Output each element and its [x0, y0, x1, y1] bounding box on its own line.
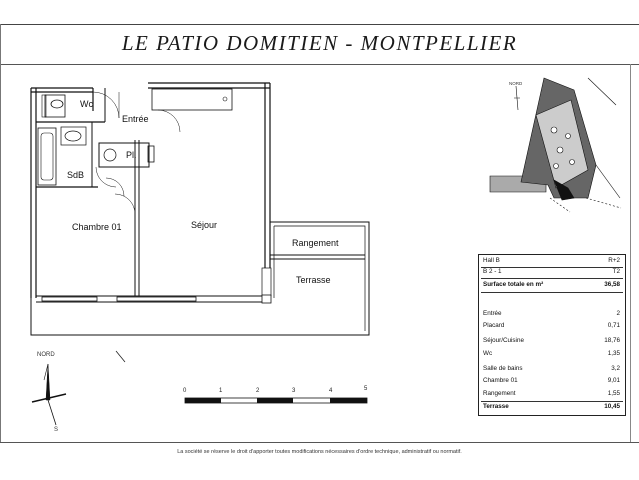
site-plan-map — [476, 70, 626, 220]
room-label-rangement: Rangement — [292, 238, 339, 248]
scale-tick-5: 5 — [364, 386, 368, 392]
scale-tick-2: 2 — [256, 388, 260, 394]
row-value: 1,55 — [607, 390, 620, 397]
room-label-sdb: SdB — [67, 170, 85, 180]
row-value: 0,71 — [607, 322, 620, 329]
scale-bar — [180, 396, 380, 406]
table-row — [481, 309, 623, 320]
table-row — [481, 336, 623, 347]
surface-value: 36,58 — [604, 281, 620, 288]
table-divider — [481, 278, 623, 279]
table-row — [481, 376, 623, 387]
row-value: 18,76 — [604, 337, 620, 344]
scale-tick-3: 3 — [292, 388, 296, 394]
table-row — [481, 321, 623, 332]
table-row — [481, 389, 623, 400]
row-label: Entrée — [483, 310, 502, 317]
scale-tick-1: 1 — [219, 388, 223, 394]
row-label: Wc — [483, 350, 493, 357]
hall-label: Hall B — [483, 257, 500, 264]
scale-tick-0: 0 — [183, 388, 187, 394]
room-label-entree: Entrée — [122, 114, 149, 124]
north-label: NORD — [37, 352, 55, 358]
lot-label: B 2 - 1 — [483, 268, 502, 275]
row-value: 1,35 — [607, 350, 620, 357]
north-arrow-icon — [28, 350, 78, 440]
terrasse-label: Terrasse — [483, 403, 509, 410]
row-value: 2 — [616, 310, 620, 317]
table-divider — [481, 292, 623, 293]
site-north-label: NORD — [509, 81, 523, 86]
pointer-mark-icon — [115, 350, 127, 364]
row-label: Séjour/Cuisine — [483, 337, 524, 344]
room-label-sejour: Séjour — [191, 220, 218, 230]
table-row-surface — [481, 280, 623, 291]
south-label: S — [54, 427, 59, 433]
terrasse-value: 10,45 — [604, 403, 620, 410]
room-label-wc: Wc — [80, 99, 93, 109]
row-value: 3,2 — [611, 365, 620, 372]
page-title: LE PATIO DOMITIEN - MONTPELLIER — [121, 31, 518, 55]
table-row-lot — [481, 267, 623, 278]
table-row — [481, 364, 623, 375]
row-label: Rangement — [483, 390, 516, 397]
room-label-placard: Pl. — [126, 150, 137, 160]
row-value: 9,01 — [607, 377, 620, 384]
footnote: La société se réserve le droit d'apporter toutes modifications nécessaires d'ordre technique, administratif ou normatif. — [177, 449, 462, 455]
row-label: Chambre 01 — [483, 377, 518, 384]
room-label-terrasse: Terrasse — [296, 275, 331, 285]
table-row-hall — [481, 256, 623, 267]
row-label: Placard — [483, 322, 505, 329]
surface-label: Surface totale en m² — [483, 281, 544, 288]
room-label-chambre: Chambre 01 — [72, 222, 122, 232]
table-row — [481, 349, 623, 360]
level-value: R+2 — [608, 257, 620, 264]
scale-tick-4: 4 — [329, 388, 333, 394]
surface-table — [478, 254, 626, 416]
table-row-terrasse — [481, 402, 623, 413]
row-label: Salle de bains — [483, 365, 523, 372]
type-value: T2 — [612, 268, 620, 275]
